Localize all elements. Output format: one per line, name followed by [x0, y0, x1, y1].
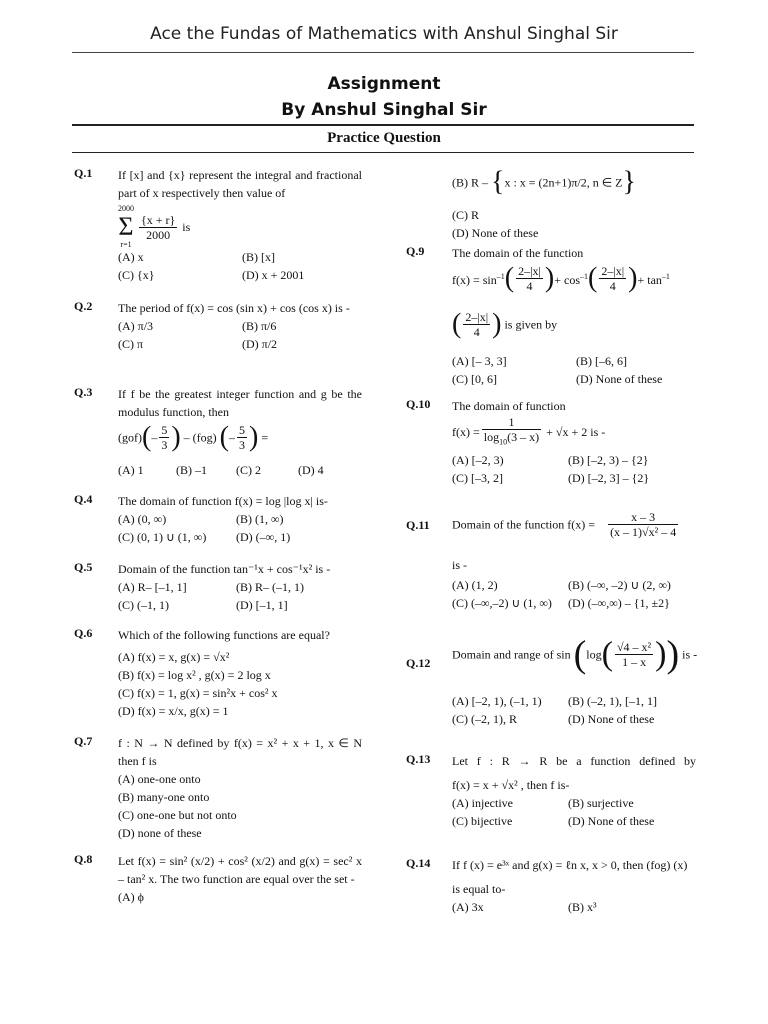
- q8-continued: (B) R – {x : x = (2n+1)π/2, n ∈ Z} (C) R (D) None of these: [452, 172, 692, 242]
- q4-number: Q.4: [74, 492, 93, 506]
- q3-option-c: (C) 2: [236, 463, 261, 477]
- q14-text: If f (x) = e³ˣ and g(x) = ℓn x, x > 0, then (fog) (x): [452, 858, 688, 872]
- q3-block: [118, 385, 362, 479]
- q7-option-a: (A) one-one onto: [118, 772, 201, 786]
- q14-option-a: (A) 3x: [452, 900, 484, 914]
- q1-block: [118, 166, 362, 284]
- q6-block: [118, 626, 368, 720]
- q5-option-c: (C) (–1, 1): [118, 598, 169, 612]
- q3-text: If f be the greatest integer function and g be the modulus function, then: [118, 387, 362, 419]
- assignment-title: Assignment: [327, 74, 441, 94]
- q4-option-c: (C) (0, 1) ∪ (1, ∞): [118, 530, 207, 544]
- q4-option-b: (B) (1, ∞): [236, 512, 284, 526]
- q2-text: The period of f(x) = cos (sin x) + cos (cos x) is -: [118, 301, 350, 315]
- q10-text: The domain of function: [452, 399, 566, 413]
- q2-option-b: (B) π/6: [242, 319, 277, 333]
- q6-option-b: (B) f(x) = log x² , g(x) = 2 log x: [118, 668, 271, 682]
- q12-option-a: (A) [–2, 1), (–1, 1): [452, 694, 542, 708]
- q7-option-d: (D) none of these: [118, 826, 202, 840]
- q11-option-d: (D) (–∞,∞) – {1, ±2}: [568, 596, 670, 610]
- q2-option-c: (C) π: [118, 337, 144, 351]
- q13-line2: f(x) = x + √x² , then f is-: [452, 778, 570, 792]
- q13-option-a: (A) injective: [452, 796, 513, 810]
- q1-option-a: (A) x: [118, 250, 144, 264]
- q14-option-b: (B) x³: [568, 900, 597, 914]
- q9-expression-line2: ( $\frac{2-|x|}{4}$ ) is given by: [452, 308, 558, 340]
- q10-option-b: (B) [–2, 3) – {2}: [568, 453, 649, 467]
- q5-number: Q.5: [74, 560, 93, 574]
- q8-option-c: (C) R: [452, 208, 479, 222]
- q1-text: If [x] and {x} represent the integral and fractional part of x respectively then value of: [118, 168, 362, 200]
- q7-block: [118, 734, 362, 842]
- q9-option-a: (A) [– 3, 3]: [452, 354, 507, 368]
- q13-option-b: (B) surjective: [568, 796, 634, 810]
- q11-option-b: (B) (–∞, –2) ∪ (2, ∞): [568, 578, 671, 592]
- q6-text: Which of the following functions are equal?: [118, 628, 330, 642]
- q13-block: [452, 752, 696, 830]
- q12-tail: is -: [682, 647, 698, 662]
- q7-option-c: (C) one-one but not onto: [118, 808, 237, 822]
- q3-option-a: (A) 1: [118, 463, 144, 477]
- q9-option-c: (C) [0, 6]: [452, 372, 497, 386]
- q9-text: The domain of the function: [452, 246, 584, 260]
- q3-expression: (gof)(– $\frac{5}{3}$ ) – (fog) (– $\frac{5}{3}$ ) =: [118, 421, 269, 453]
- q10-option-d: (D) [–2, 3] – {2}: [568, 471, 650, 485]
- q11-option-c: (C) (–∞,–2) ∪ (1, ∞): [452, 596, 552, 610]
- q8-text: Let f(x) = sin² (x/2) + cos² (x/2) and g(x) = sec² x – tan² x. The two function are equal over the set -: [118, 854, 362, 886]
- q1-option-d: (D) x + 2001: [242, 268, 305, 282]
- q5-option-d: (D) [–1, 1]: [236, 598, 288, 612]
- q4-text: The domain of function f(x) = log |log x| is-: [118, 494, 328, 508]
- q1-number: Q.1: [74, 166, 93, 180]
- q10-expression: f(x) = $\frac{1}{\log_{10}(3 - x)}$ + √x + 2 is -: [452, 415, 606, 447]
- q2-block: [118, 299, 362, 353]
- q13-number: Q.13: [406, 752, 431, 766]
- q1-option-b: (B) [x]: [242, 250, 275, 264]
- q8-option-b: (B) R –: [452, 175, 488, 190]
- q4-option-d: (D) (–∞, 1): [236, 530, 291, 544]
- q5-block: [118, 560, 368, 614]
- q8-option-b-set: x : x = (2n+1)π/2, n ∈ Z: [504, 175, 623, 190]
- q10-block: [452, 397, 696, 487]
- q5-text: Domain of the function tan⁻¹x + cos⁻¹x² is -: [118, 562, 331, 576]
- q13-option-c: (C) bijective: [452, 814, 513, 828]
- q13-text: Let f : R → R be a function defined by: [452, 754, 696, 768]
- q10-option-a: (A) [–2, 3): [452, 453, 504, 467]
- q3-number: Q.3: [74, 385, 93, 399]
- q12-option-b: (B) (–2, 1), [–1, 1]: [568, 694, 657, 708]
- q9-option-b: (B) [–6, 6]: [576, 354, 627, 368]
- q8-number: Q.8: [74, 852, 93, 866]
- q1-tail: is: [182, 220, 191, 234]
- q6-number: Q.6: [74, 626, 93, 640]
- q12-number: Q.12: [406, 656, 431, 670]
- q7-text: f : N → N defined by f(x) = x² + x + 1, x ∈ N then f is: [118, 736, 362, 768]
- header-rule: [72, 52, 694, 53]
- q3-option-d: (D) 4: [298, 463, 324, 477]
- q12-expression: Domain and range of sin (log( $\frac{\text{√4 – x²}}{1 - x}$ )) is -: [452, 633, 698, 676]
- q11-block: [452, 510, 696, 612]
- q13-option-d: (D) None of these: [568, 814, 655, 828]
- author-title: By Anshul Singhal Sir: [281, 100, 487, 120]
- q2-option-d: (D) π/2: [242, 337, 278, 351]
- q9-option-d: (D) None of these: [576, 372, 663, 386]
- page-header: Ace the Fundas of Mathematics with Anshul Singhal Sir: [150, 24, 618, 44]
- q10-number: Q.10: [406, 397, 431, 411]
- q8-block: [118, 852, 362, 906]
- q4-block: [118, 492, 362, 546]
- q11-text: Domain of the function f(x) =: [452, 517, 596, 532]
- q11-tail: is -: [452, 558, 467, 572]
- q11-expression: Domain of the function f(x) = $\frac{x - 3}{\text{(x – 1)√x² – 4}}$: [452, 510, 677, 539]
- q11-option-a: (A) (1, 2): [452, 578, 498, 592]
- q5-option-b: (B) R– (–1, 1): [236, 580, 304, 594]
- sigma-symbol: 2000 Σ r=1: [118, 204, 134, 249]
- q7-number: Q.7: [74, 734, 93, 748]
- q8-option-a: (A) ϕ: [118, 890, 144, 904]
- q12-text: Domain and range of sin: [452, 647, 571, 662]
- q14-block: [452, 856, 696, 916]
- q12-option-c: (C) (–2, 1), R: [452, 712, 517, 726]
- q9-expression-line1: $f(x) = \sin^{-1}$( $\frac{2-|x|}{4}$ )+ $\cos^{-1}$( $\frac{2-|x|}{4}$ )+ $\tan^{-1}$: [452, 262, 670, 294]
- q1-fraction: $\frac{\{x + r\}}{2000}$: [141, 212, 176, 242]
- practice-title: Practice Question: [327, 130, 441, 146]
- q2-number: Q.2: [74, 299, 93, 313]
- q9-tail: is given by: [504, 317, 558, 332]
- q14-number: Q.14: [406, 856, 431, 870]
- q12-option-d: (D) None of these: [568, 712, 655, 726]
- q6-option-a: (A) f(x) = x, g(x) = √x²: [118, 650, 230, 664]
- q9-block: [452, 244, 696, 388]
- q9-number: Q.9: [406, 244, 425, 258]
- q12-block: [452, 633, 698, 728]
- q2-option-a: (A) π/3: [118, 319, 154, 333]
- q1-sum-expression: [118, 204, 362, 248]
- q7-option-b: (B) many-one onto: [118, 790, 210, 804]
- q10-tail: is -: [590, 425, 606, 440]
- q4-option-a: (A) (0, ∞): [118, 512, 167, 526]
- title-rule-top: [72, 124, 694, 126]
- q14-line2: is equal to-: [452, 882, 506, 896]
- q5-option-a: (A) R– [–1, 1]: [118, 580, 187, 594]
- q6-option-c: (C) f(x) = 1, g(x) = sin²x + cos² x: [118, 686, 278, 700]
- title-rule-bottom: [72, 152, 694, 153]
- q1-option-c: (C) {x}: [118, 268, 155, 282]
- q3-option-b: (B) –1: [176, 463, 207, 477]
- q8-option-d: (D) None of these: [452, 226, 539, 240]
- q6-option-d: (D) f(x) = x/x, g(x) = 1: [118, 704, 229, 718]
- q11-number: Q.11: [406, 518, 430, 532]
- q10-option-c: (C) [–3, 2]: [452, 471, 503, 485]
